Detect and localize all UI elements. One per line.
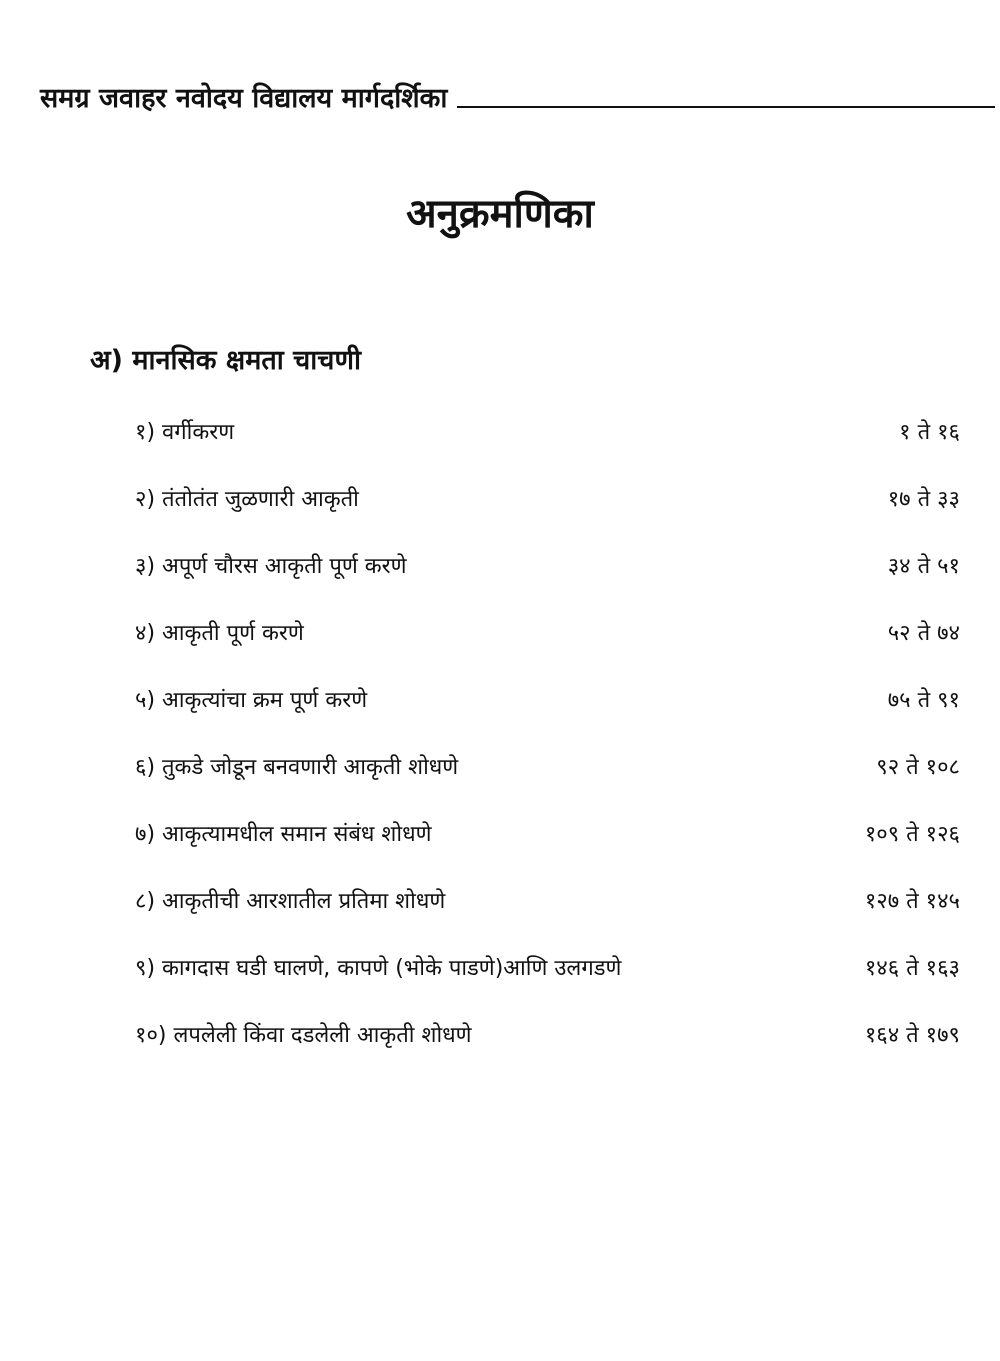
running-header	[40, 72, 995, 112]
toc-entry	[135, 416, 960, 483]
running-header-title: समग्र जवाहर नवोदय विद्यालय मार्गदर्शिका	[40, 83, 448, 114]
toc-entry-title: ८) आकृतीची आरशातील प्रतिमा शोधणे	[135, 889, 446, 914]
toc-entry-pages: ९२ ते १०८	[876, 755, 960, 780]
toc-entry	[135, 483, 960, 550]
toc-entry-pages: १२७ ते १४५	[864, 889, 960, 914]
toc-entry	[135, 885, 960, 952]
toc-entry-pages: १ ते १६	[899, 420, 960, 445]
toc-entry-title: ४) आकृती पूर्ण करणे	[135, 621, 304, 646]
toc-entry	[135, 550, 960, 617]
toc-entry-pages: १०९ ते १२६	[864, 822, 960, 847]
toc-list	[135, 416, 960, 1086]
toc-entry-pages: १४६ ते १६३	[864, 956, 960, 981]
toc-entry-title: १०) लपलेली किंवा दडलेली आकृती शोधणे	[135, 1023, 472, 1048]
page-title: अनुक्रमणिका	[406, 191, 594, 237]
section-heading: अ) मानसिक क्षमता चाचणी	[90, 345, 361, 376]
toc-entry	[135, 952, 960, 1019]
toc-entry-pages: ७५ ते ९१	[887, 688, 960, 713]
toc-entry-pages: ३४ ते ५१	[887, 554, 960, 579]
toc-entry-pages: ५२ ते ७४	[887, 621, 960, 646]
toc-entry-title: ५) आकृत्यांचा क्रम पूर्ण करणे	[135, 688, 368, 713]
toc-entry-pages: १६४ ते १७९	[864, 1023, 960, 1048]
toc-entry-title: २) तंतोतंत जुळणारी आकृती	[135, 487, 359, 512]
toc-entry-title: ७) आकृत्यामधील समान संबंध शोधणे	[135, 822, 432, 847]
toc-entry-title: ३) अपूर्ण चौरस आकृती पूर्ण करणे	[135, 554, 407, 579]
toc-entry	[135, 684, 960, 751]
toc-entry-title: ९) कागदास घडी घालणे, कापणे (भोके पाडणे)आणि उलगडणे	[135, 956, 622, 981]
toc-entry	[135, 751, 960, 818]
toc-entry-title: ६) तुकडे जोडून बनवणारी आकृती शोधणे	[135, 755, 459, 780]
toc-entry	[135, 818, 960, 885]
toc-entry-title: १) वर्गीकरण	[135, 420, 235, 445]
header-rule	[457, 106, 995, 108]
toc-entry	[135, 1019, 960, 1086]
toc-entry-pages: १७ ते ३३	[887, 487, 960, 512]
toc-entry	[135, 617, 960, 684]
